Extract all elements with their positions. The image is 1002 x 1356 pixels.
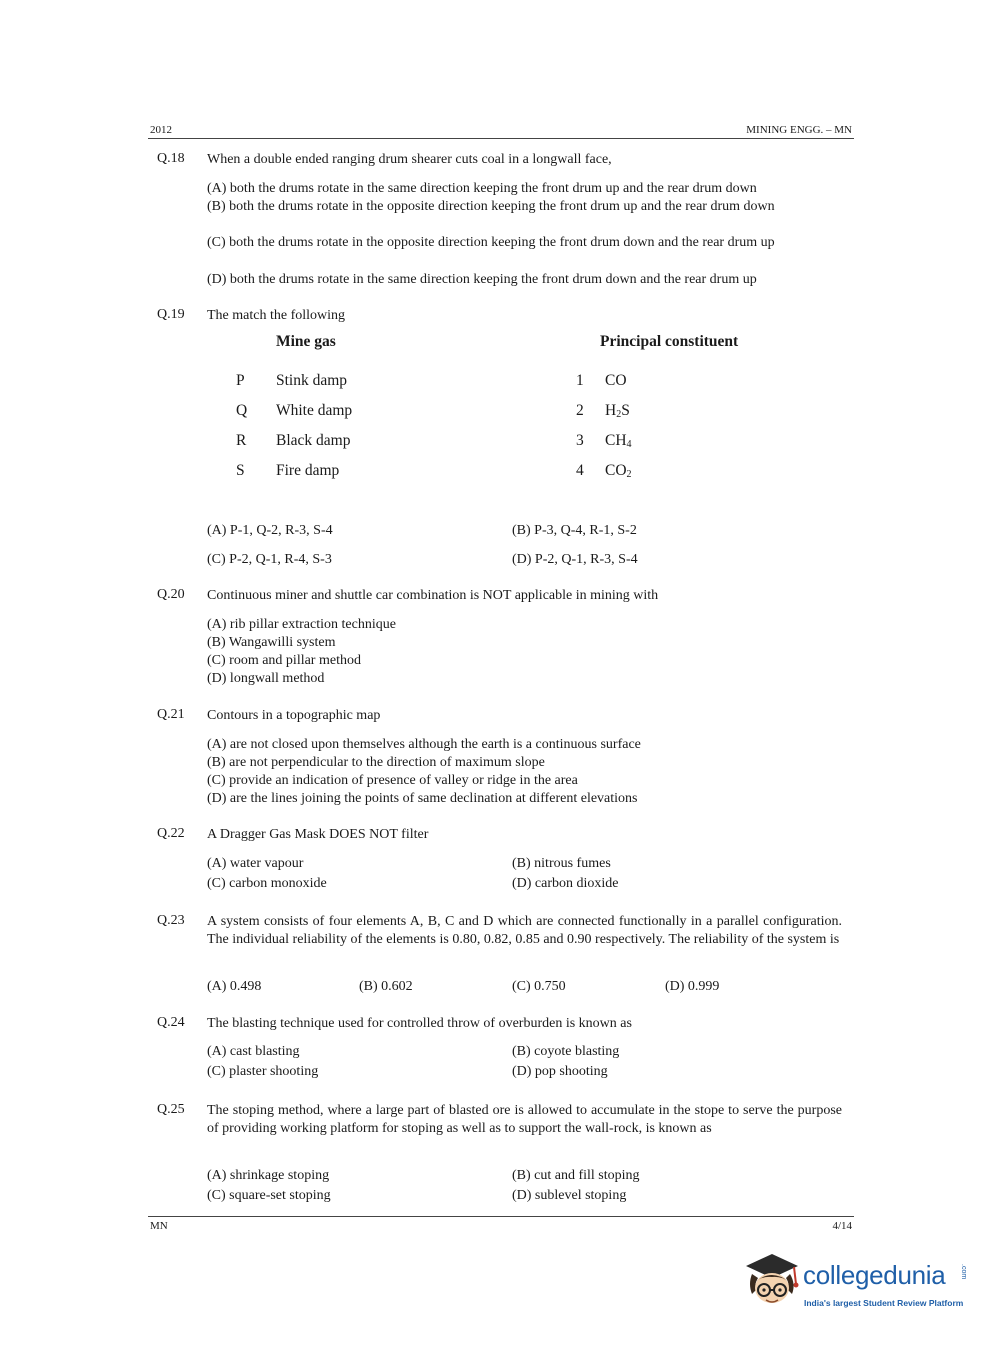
page-number: 4/14 xyxy=(832,1220,852,1232)
match-item: Stink damp xyxy=(276,372,348,389)
question-text: The blasting technique used for controlled throw of overburden is known as xyxy=(207,1016,632,1031)
option-a: (A) 0.498 xyxy=(207,979,262,994)
question-text: The match the following xyxy=(207,308,346,323)
match-number: 1 xyxy=(576,372,584,389)
option-c: (C) provide an indication of presence of valley or ridge in the area xyxy=(207,773,578,788)
match-formula: CO xyxy=(605,372,627,389)
option-a: (A) rib pillar extraction technique xyxy=(207,617,396,632)
logo-domain: .com xyxy=(960,1264,967,1280)
option-c: (C) carbon monoxide xyxy=(207,876,327,891)
footer-code: MN xyxy=(150,1220,168,1232)
option-a: (A) cast blasting xyxy=(207,1044,300,1059)
question-number: Q.23 xyxy=(157,913,185,928)
option-b: (B) cut and fill stoping xyxy=(512,1168,640,1183)
option-c: (C) plaster shooting xyxy=(207,1064,319,1079)
option-c: (C) P-2, Q-1, R-4, S-3 xyxy=(207,552,332,567)
option-c: (C) 0.750 xyxy=(512,979,566,994)
match-formula: $CO_2$ xyxy=(605,462,632,480)
question-number: Q.25 xyxy=(157,1102,185,1117)
question-text: A system consists of four elements A, B, C and D which are connected functionally in a parallel configuration. The individual reliability of the elements is 0.80, 0.82, 0.85 and 0.90 respectively. The reliability of the system is xyxy=(207,914,842,947)
column-heading-constituent: Principal constituent xyxy=(600,333,739,350)
match-number: 2 xyxy=(576,402,584,419)
question-text: When a double ended ranging drum shearer cuts coal in a longwall face, xyxy=(207,152,612,167)
collegedunia-logo xyxy=(742,1250,972,1320)
option-a: (A) water vapour xyxy=(207,856,304,871)
question-text: Continuous miner and shuttle car combination is NOT applicable in mining with xyxy=(207,588,659,603)
exam-year: 2012 xyxy=(150,124,172,136)
match-number: 4 xyxy=(576,462,584,479)
match-item: Black damp xyxy=(276,432,351,449)
option-d: (D) P-2, Q-1, R-3, S-4 xyxy=(512,552,638,567)
option-d: (D) sublevel stoping xyxy=(512,1188,627,1203)
option-b: (B) both the drums rotate in the opposite direction keeping the front drum up and the rear drum down xyxy=(207,199,775,214)
option-d: (D) 0.999 xyxy=(665,979,720,994)
exam-subject: MINING ENGG. – MN xyxy=(746,124,852,136)
mascot-icon xyxy=(742,1250,804,1316)
question-text: Contours in a topographic map xyxy=(207,708,381,723)
option-a: (A) are not closed upon themselves although the earth is a continuous surface xyxy=(207,737,641,752)
option-c: (C) square-set stoping xyxy=(207,1188,331,1203)
match-number: 3 xyxy=(576,432,584,449)
question-number: Q.24 xyxy=(157,1015,185,1030)
footer-rule xyxy=(148,1216,854,1217)
match-formula: $CH_4$ xyxy=(605,432,632,450)
logo-tagline: India's largest Student Review Platform xyxy=(804,1298,964,1308)
option-b: (B) Wangawilli system xyxy=(207,635,336,650)
logo-wordmark: collegedunia xyxy=(803,1260,946,1290)
question-number: Q.20 xyxy=(157,587,185,602)
match-formula: $H_2S$ xyxy=(605,402,630,420)
match-key: R xyxy=(236,432,247,449)
match-item: Fire damp xyxy=(276,462,340,479)
option-b: (B) are not perpendicular to the direction of maximum slope xyxy=(207,755,545,770)
option-a: (A) P-1, Q-2, R-3, S-4 xyxy=(207,523,333,538)
match-item: White damp xyxy=(276,402,353,419)
column-heading-mine-gas: Mine gas xyxy=(276,333,336,350)
match-key: P xyxy=(236,372,245,389)
option-b: (B) coyote blasting xyxy=(512,1044,620,1059)
question-number: Q.21 xyxy=(157,707,185,722)
option-c: (C) both the drums rotate in the opposite direction keeping the front drum down and the rear drum up xyxy=(207,235,775,250)
option-c: (C) room and pillar method xyxy=(207,653,361,668)
option-a: (A) both the drums rotate in the same direction keeping the front drum up and the rear drum down xyxy=(207,181,757,196)
option-d: (D) are the lines joining the points of same declination at different elevations xyxy=(207,791,638,806)
question-number: Q.18 xyxy=(157,151,185,166)
option-d: (D) carbon dioxide xyxy=(512,876,619,891)
question-text: The stoping method, where a large part of blasted ore is allowed to accumulate in the stope to serve the purpose of providing working platform for stoping as well as to support the wall-rock, is known as xyxy=(207,1103,842,1136)
option-b: (B) 0.602 xyxy=(359,979,413,994)
option-a: (A) shrinkage stoping xyxy=(207,1168,330,1183)
question-text: A Dragger Gas Mask DOES NOT filter xyxy=(207,827,429,842)
header-rule xyxy=(148,138,854,139)
option-b: (B) P-3, Q-4, R-1, S-2 xyxy=(512,523,637,538)
match-key: S xyxy=(236,462,245,479)
question-number: Q.19 xyxy=(157,307,185,322)
option-d: (D) longwall method xyxy=(207,671,325,686)
match-key: Q xyxy=(236,402,248,419)
option-d: (D) both the drums rotate in the same direction keeping the front drum down and the rear drum up xyxy=(207,272,757,287)
option-d: (D) pop shooting xyxy=(512,1064,608,1079)
question-number: Q.22 xyxy=(157,826,185,841)
option-b: (B) nitrous fumes xyxy=(512,856,611,871)
